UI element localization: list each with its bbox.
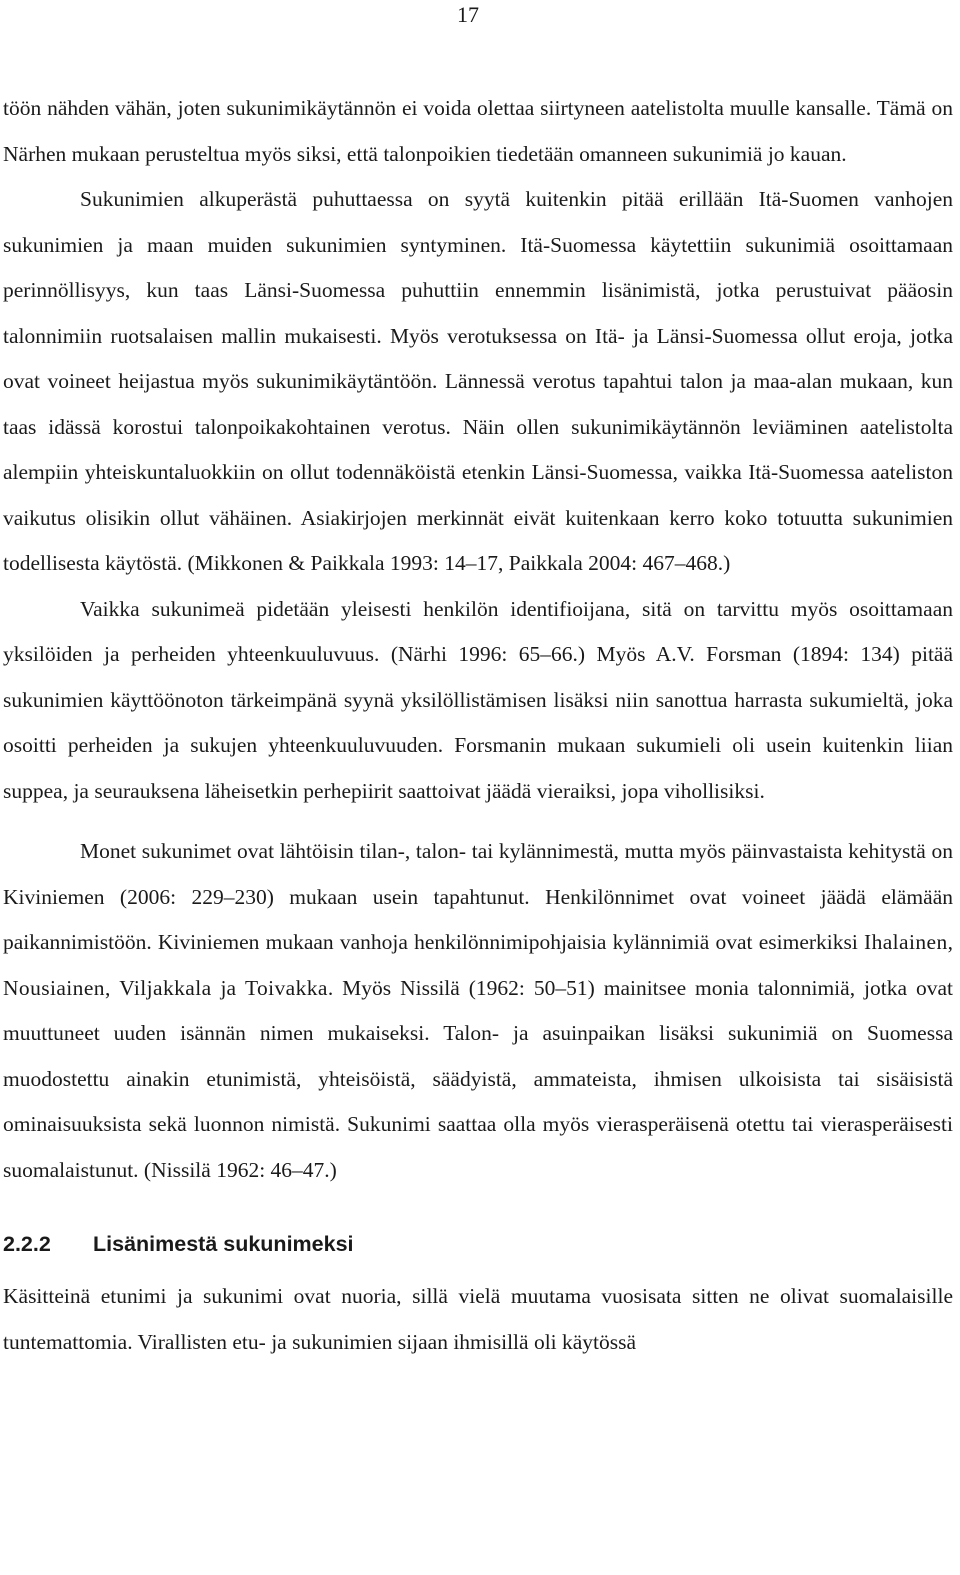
paragraph-identity: Vaikka sukunimeä pidetään yleisesti henkilön identifioijana, sitä on tarvittu myös osoittamaan yksilöiden ja perheiden yhteenkuuluvuus. (Närhi 1996: 65–66.) Myös A.V. Forsman (1894: 134) pitää sukunimien käyttöönoton tärkeimpänä syynä yksilöllistämisen lisäksi niin sanottua harrasta sukumieltä, joka osoitti perheiden ja sukujen yhteenkuuluvuuden. Forsmanin mukaan sukumieli oli usein kuitenkin liian suppea, ja seurauksena läheisetkin perhepiirit saattoivat jäädä vieraiksi, jopa vihollisiksi. [3,596,953,803]
section-title: Lisänimestä sukunimeksi [93,1232,354,1256]
example-name-ihalainen: Ihalainen [864,930,948,954]
example-name-toivakka: Toivakka [244,975,328,1000]
document-body [3,86,953,1365]
separator: , [104,975,120,1000]
paragraph-continuation: töön nähden vähän, joten sukunimikäytännön ei voida olettaa siirtyneen aatelistolta muulle kansalle. Tämä on Närhen mukaan perusteltua myös siksi, että talonpoikien tiedetään omanneen sukunimiä jo kauan. [3,96,953,166]
paragraph-text-a: Monet sukunimet ovat lähtöisin tilan-, talon- tai kylännimestä, mutta myös päinvastaista kehitystä on Kiviniemen (2006: 229–230) mukaan usein tapahtunut. Henkilönnimet ovat voineet jäädä elämään paikannimistöön. Kiviniemen mukaan vanhoja henkilönnimipohjaisia kylännimiä ovat esimerkiksi [3,839,953,954]
paragraph-place-names [3,829,953,1193]
separator: ja [211,975,245,1000]
paragraph-origins: Sukunimien alkuperästä puhuttaessa on syytä kuitenkin pitää erillään Itä-Suomen vanhojen sukunimien ja maan muiden sukunimien syntyminen. Itä-Suomessa käytettiin sukunimiä osoittamaan perinnöllisyys, kun taas Länsi-Suomessa puhuttiin ennemmin lisänimistä, jotka perustuivat pääosin talonnimiin ruotsalaisen mallin mukaisesti. Myös verotuksessa on Itä- ja Länsi-Suomessa ollut eroja, jotka ovat voineet heijastua myös sukunimikäytäntöön. Lännessä verotus tapahtui talon ja maa-alan mukaan, kun taas idässä korostui talonpoikakohtainen verotus. Näin ollen sukunimikäytännön leviäminen aatelistolta alempiin yhteiskuntaluokkiin on ollut todennäköistä etenkin Länsi-Suomessa, vaikka Itä-Suomessa aateliston vaikutus olisikin ollut vähäinen. Asiakirjojen merkinnät eivät kuitenkaan kerro koko totuutta sukunimien todellisesta käytöstä. (Mikkonen & Paikkala 1993: 14–17, Paikkala 2004: 467–468.) [3,187,953,575]
page-number: 17 [457,2,479,27]
paragraph-text-b: . Myös Nissilä (1962: 50–51) mainitsee monia talonnimiä, jotka ovat muuttuneet uuden isännän nimen mukaiseksi. Talon- ja asuinpaikan lisäksi sukunimiä on Suomessa muodostettu ainakin etunimistä, yhteisöistä, säädyistä, ammateista, ihmisen ulkoisista tai sisäisistä ominaisuuksista sekä luonnon nimistä. Sukunimi saattaa olla myös vierasperäisenä otettu tai vierasperäisesti suomalaistunut. (Nissilä 1962: 46–47.) [3,975,953,1182]
example-name-viljakkala: Viljakkala [119,975,212,1000]
example-name-nousiainen: Nousiainen [3,975,105,1000]
paragraph-concepts: Käsitteinä etunimi ja sukunimi ovat nuoria, sillä vielä muutama vuosisata sitten ne olivat suomalaisille tuntemattomia. Virallisten etu- ja sukunimien sijaan ihmisillä oli käytössä [3,1284,953,1354]
section-heading [3,1224,953,1264]
section-number: 2.2.2 [3,1232,51,1256]
separator: , [947,930,953,954]
